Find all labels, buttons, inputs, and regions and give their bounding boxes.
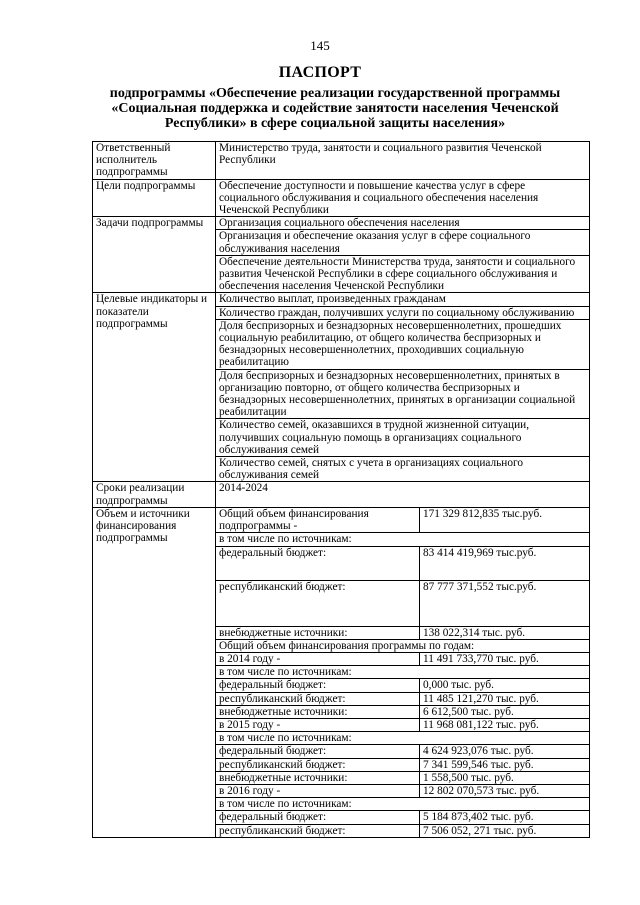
year-extra-label: внебюджетные источники: [216,771,420,784]
year-extra-label: внебюджетные источники: [216,705,420,718]
year-value: 11 491 733,770 тыс. руб. [420,652,590,665]
year-by-sources: в том числе по источникам: [216,666,590,679]
financing-by-sources: в том числе по источникам: [216,533,590,546]
task-item: Обеспечение деятельности Министерства труда, занятости и социального развития Чеченской Республики в сфере социального обслуживания и обеспечения населения Чеченской Республики [216,255,590,293]
year-republic-value: 7 341 599,546 тыс. руб. [420,758,590,771]
table-row-financing [93,507,590,532]
executor-value: Министерство труда, занятости и социального развития Чеченской Республики [216,142,590,180]
table-row-goals [93,179,590,217]
goals-value: Обеспечение доступности и повышение качества услуг в сфере социального обслуживания и социального обеспечения населения Чеченской Республики [216,179,590,217]
indicator-item: Количество семей, снятых с учета в организациях социального обслуживания семей [216,457,590,482]
year-label: в 2015 году - [216,718,420,731]
table-row-task [93,217,590,230]
financing-total-value: 171 329 812,835 тыс.руб. [420,507,590,532]
document-subtitle: подпрограммы «Обеспечение реализации государственной программы «Социальная поддержка и содействие занятости населения Чеченской Республики» в сфере социальной защиты населения» [109,86,561,131]
indicator-item: Количество семей, оказавшихся в трудной жизненной ситуации, получивших социальную помощь в организациях социального обслуживания семей [216,419,590,457]
page-number: 145 [310,38,330,53]
indicator-item: Доля беспризорных и безнадзорных несовершеннолетних, прошедших социальную реабилитацию, от общего количества беспризорных и безнадзорных несовершеннолетних, проходивших социальную реабилитацию [216,319,590,369]
financing-federal-label: федеральный бюджет: [216,546,420,580]
terms-value: 2014-2024 [216,482,590,507]
year-by-sources: в том числе по источникам: [216,798,590,811]
indicators-label: Целевые индикаторы и показатели подпрограммы [93,293,216,482]
indicator-item: Доля беспризорных и безнадзорных несовершеннолетних, принятых в организацию повторно, от общего количества беспризорных и безнадзорных несовершеннолетних, принятых в организации социальной реабилитации [216,369,590,419]
financing-republic-label: республиканский бюджет: [216,580,420,626]
table-row-indicator [93,293,590,306]
year-republic-value: 11 485 121,270 тыс. руб. [420,692,590,705]
year-federal-label: федеральный бюджет: [216,745,420,758]
tasks-label: Задачи подпрограммы [93,217,216,293]
financing-federal-value: 83 414 419,969 тыс.руб. [420,546,590,580]
terms-label: Сроки реализации подпрограммы [93,482,216,507]
year-republic-label: республиканский бюджет: [216,824,420,837]
financing-extra-value: 138 022,314 тыс. руб. [420,626,590,639]
year-label: в 2016 году - [216,784,420,797]
financing-extra-label: внебюджетные источники: [216,626,420,639]
table-row-terms [93,482,590,507]
year-republic-label: республиканский бюджет: [216,758,420,771]
financing-total-label: Общий объем финансирования подпрограммы - [216,507,420,532]
year-federal-label: федеральный бюджет: [216,811,420,824]
year-federal-value: 5 184 873,402 тыс. руб. [420,811,590,824]
financing-by-years: Общий объем финансирования программы по годам: [216,639,590,652]
indicator-item: Количество граждан, получивших услуги по социальному обслуживанию [216,306,590,319]
indicator-item: Количество выплат, произведенных гражданам [216,293,590,306]
year-value: 11 968 081,122 тыс. руб. [420,718,590,731]
executor-label: Ответственный исполнитель подпрограммы [93,142,216,180]
financing-republic-value: 87 777 371,552 тыс.руб. [420,580,590,626]
goals-label: Цели подпрограммы [93,179,216,217]
year-by-sources: в том числе по источникам: [216,732,590,745]
year-extra-value: 6 612,500 тыс. руб. [420,705,590,718]
year-republic-label: республиканский бюджет: [216,692,420,705]
financing-label: Объем и источники финансирования подпрограммы [93,507,216,837]
document-title: ПАСПОРТ [278,64,362,81]
year-value: 12 802 070,573 тыс. руб. [420,784,590,797]
task-item: Организация социального обеспечения населения [216,217,590,230]
year-extra-value: 1 558,500 тыс. руб. [420,771,590,784]
task-item: Организация и обеспечение оказания услуг в сфере социального обслуживания населения [216,230,590,255]
year-label: в 2014 году - [216,652,420,665]
year-federal-value: 0,000 тыс. руб. [420,679,590,692]
year-republic-value: 7 506 052, 271 тыс. руб. [420,824,590,837]
year-federal-label: федеральный бюджет: [216,679,420,692]
table-row-executor [93,142,590,180]
year-federal-value: 4 624 923,076 тыс. руб. [420,745,590,758]
passport-table [92,141,590,838]
